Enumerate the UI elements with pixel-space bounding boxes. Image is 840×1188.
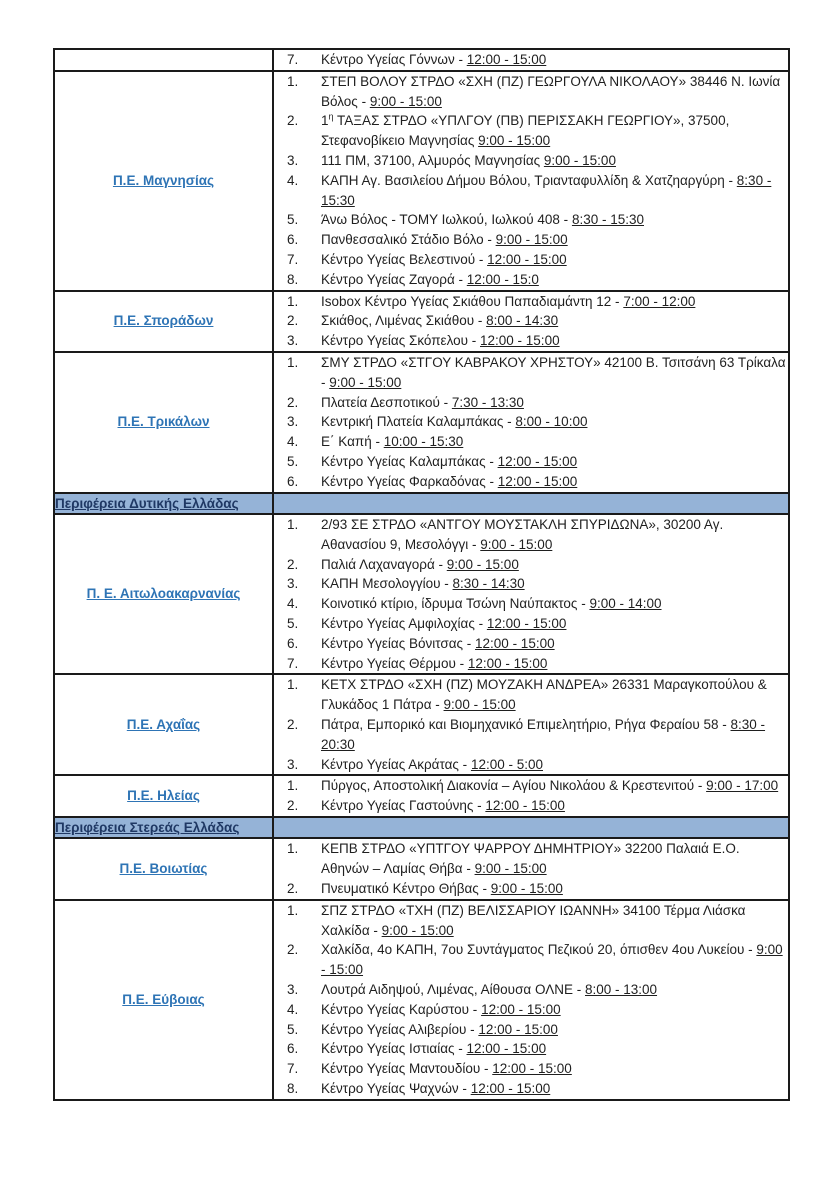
time-range: 12:00 - 15:00 <box>466 52 547 67</box>
time-range: 12:00 - 15:00 <box>497 453 578 469</box>
location-item-text: ΚΕΠΒ ΣΤΡΔΟ «ΥΠΤΓΟΥ ΨΑΡΡΟΥ ΔΗΜΗΤΡΙΟΥ» 32200 Παλαιά Ε.Ο. Αθηνών – Λαμίας Θήβα - 9:00 - 15:00 <box>321 841 740 877</box>
location-item-text: Πάτρα, Εμπορικό και Βιομηχανικό Επιμελητήριο, Ρήγα Φεραίου 58 - 8:30 - 20:30 <box>321 717 766 752</box>
location-item-text: Κέντρο Υγείας Ακράτας - 12:00 - 5:00 <box>321 756 543 772</box>
region-name-cell <box>54 838 273 899</box>
region-row <box>54 674 789 775</box>
location-item <box>274 50 788 70</box>
location-item <box>274 614 788 634</box>
location-item-number: 4. <box>287 596 299 612</box>
time-range: 12:00 - 15:00 <box>480 333 560 349</box>
time-range: 12:00 - 15:00 <box>470 1081 551 1097</box>
location-item-number: 2. <box>287 881 299 897</box>
time-range: 9:00 - 15:00 <box>381 922 454 938</box>
time-range: 9:00 - 15:00 <box>369 93 442 109</box>
locations-cell <box>273 838 789 899</box>
region-band-label: Περιφέρεια Στερεάς Ελλάδας <box>55 819 240 835</box>
location-item-number: 4. <box>287 434 299 450</box>
region-row <box>54 49 789 71</box>
region-band-label-cell <box>54 493 273 515</box>
time-range: 12:00 - 15:0 <box>466 271 539 287</box>
location-item-text: ΚΑΠΗ Μεσολογγίου - 8:30 - 14:30 <box>321 576 525 592</box>
region-link[interactable]: Π.Ε. Τρικάλων <box>117 414 210 430</box>
location-item-text: Σκιάθος, Λιμένας Σκιάθου - 8:00 - 14:30 <box>321 313 559 329</box>
location-item-text: Κοινοτικό κτίριο, ίδρυμα Τσώνη Ναύπακτος - 9:00 - 14:00 <box>321 596 662 612</box>
locations-cell <box>273 352 789 493</box>
location-item-text: Πνευματικό Κέντρο Θήβας - 9:00 - 15:00 <box>321 881 563 897</box>
time-range: 10:00 - 15:30 <box>383 434 464 450</box>
location-item <box>274 594 788 614</box>
location-item-text: Κέντρο Υγείας Φαρκαδόνας - 12:00 - 15:00 <box>321 473 578 489</box>
location-item <box>274 1039 788 1059</box>
location-item-text: Κέντρο Υγείας Γόννων - 12:00 - 15:00 <box>321 52 547 67</box>
time-range: 9:00 - 15:00 <box>474 861 547 877</box>
location-item-text: Κέντρο Υγείας Βόνιτσας - 12:00 - 15:00 <box>321 635 555 651</box>
time-range: 9:00 - 17:00 <box>706 778 779 794</box>
location-item-text: ΚΕΤΧ ΣΤΡΔΟ «ΣΧΗ (ΠΖ) ΜΟΥΖΑΚΗ ΑΝΔΡΕΑ» 26331 Μαραγκοπούλου & Γλυκάδος 1 Πάτρα - 9:00 - 15:00 <box>321 677 767 713</box>
location-item-text: Κεντρική Πλατεία Καλαμπάκας - 8:00 - 10:00 <box>321 414 588 430</box>
location-item <box>274 574 788 594</box>
location-item-number: 2. <box>287 113 299 129</box>
location-item <box>274 311 788 331</box>
location-item-text: Κέντρο Υγείας Μαντουδίου - 12:00 - 15:00 <box>321 1061 572 1077</box>
location-item <box>274 1020 788 1040</box>
location-item <box>274 675 788 715</box>
location-item <box>274 634 788 654</box>
time-range: 12:00 - 15:00 <box>481 1001 561 1017</box>
region-row <box>54 775 789 817</box>
location-item-number: 1. <box>287 778 299 794</box>
time-range: 8:30 - 20:30 <box>321 717 766 752</box>
location-item-number: 3. <box>287 756 299 772</box>
location-item-text: Πύργος, Αποστολική Διακονία – Αγίου Νικολάου & Κρεστενιτού - 9:00 - 17:00 <box>321 778 779 794</box>
location-item-number: 1. <box>287 354 299 370</box>
location-item-number: 1. <box>287 902 299 918</box>
location-item <box>274 715 788 755</box>
region-name-cell <box>54 291 273 352</box>
location-item <box>274 940 788 980</box>
location-item-text: Κέντρο Υγείας Θέρμου - 12:00 - 15:00 <box>321 655 548 671</box>
location-item <box>274 230 788 250</box>
location-item-number: 6. <box>287 232 299 248</box>
location-item-text: Άνω Βόλος - ΤΟΜΥ Ιωλκού, Ιωλκού 408 - 8:30 - 15:30 <box>321 212 644 228</box>
region-link[interactable]: Π.Ε. Ηλείας <box>127 788 200 804</box>
location-item-text: Κέντρο Υγείας Αλιβερίου - 12:00 - 15:00 <box>321 1021 558 1037</box>
time-range: 9:00 - 15:00 <box>490 881 563 897</box>
location-item-number: 3. <box>287 152 299 168</box>
location-item <box>274 879 788 899</box>
location-item <box>274 151 788 171</box>
location-item-text: Πλατεία Δεσποτικού - 7:30 - 13:30 <box>321 394 524 410</box>
time-range: 8:00 - 10:00 <box>515 414 588 430</box>
location-item-number: 2. <box>287 394 299 410</box>
location-item <box>274 393 788 413</box>
location-item-number: 8. <box>287 1081 299 1097</box>
location-item-number: 7. <box>287 52 299 67</box>
location-item <box>274 452 788 472</box>
location-item-number: 2. <box>287 313 299 329</box>
location-item-number: 3. <box>287 414 299 430</box>
schedule-table <box>53 48 790 1101</box>
location-item <box>274 432 788 452</box>
time-range: 9:00 - 14:00 <box>589 596 662 612</box>
location-item <box>274 250 788 270</box>
time-range: 12:00 - 15:00 <box>486 616 567 632</box>
location-item-text: Κέντρο Υγείας Καλαμπάκας - 12:00 - 15:00 <box>321 453 578 469</box>
location-item-number: 4. <box>287 172 299 188</box>
region-band-spacer <box>273 817 789 839</box>
location-item <box>274 412 788 432</box>
region-name-cell <box>54 514 273 674</box>
location-item <box>274 472 788 492</box>
location-item-text: $1^\eta$ ΤΑΞΑΣ ΣΤΡΔΟ «ΥΠΛΓΟΥ (ΠΒ) ΠΕΡΙΣΣΑΚΗ ΓΕΩΡΓΙΟΥ», 37500, Στεφανοβίκειο Μαγνησίας 9:00 - 15:00 <box>321 111 730 149</box>
region-name-cell <box>54 900 273 1100</box>
time-range: 12:00 - 15:00 <box>492 1061 572 1077</box>
location-item <box>274 331 788 351</box>
location-item <box>274 515 788 555</box>
schedule-table-body <box>54 49 789 1100</box>
region-name-cell <box>54 49 273 71</box>
location-item <box>274 292 788 312</box>
time-range: 12:00 - 5:00 <box>470 756 543 772</box>
time-range: 8:00 - 14:30 <box>486 313 559 329</box>
location-item-text: Κέντρο Υγείας Ψαχνών - 12:00 - 15:00 <box>321 1081 551 1097</box>
location-item-number: 2. <box>287 798 299 814</box>
time-range: 12:00 - 15:00 <box>466 1041 547 1057</box>
location-item <box>274 171 788 211</box>
time-range: 9:00 - 15:00 <box>495 232 568 248</box>
location-item-text: Κέντρο Υγείας Ζαγορά - 12:00 - 15:0 <box>321 271 539 287</box>
region-row <box>54 352 789 493</box>
location-item-text: ΣΠΖ ΣΤΡΔΟ «ΤΧΗ (ΠΖ) ΒΕΛΙΣΣΑΡΙΟΥ ΙΩΑΝΝΗ» 34100 Τέρμα Λιάσκα Χαλκίδα - 9:00 - 15:00 <box>321 902 746 938</box>
region-row <box>54 291 789 352</box>
time-range: 12:00 - 15:00 <box>487 251 567 267</box>
region-link[interactable]: Π.Ε. Εύβοιας <box>122 991 205 1007</box>
location-item-number: 3. <box>287 333 299 349</box>
locations-cell <box>273 674 789 775</box>
region-band-row <box>54 493 789 515</box>
location-item-number: 1. <box>287 73 299 89</box>
location-item <box>274 901 788 941</box>
location-item-text: Κέντρο Υγείας Βελεστινού - 12:00 - 15:00 <box>321 251 567 267</box>
region-name-cell <box>54 71 273 291</box>
location-item-number: 2. <box>287 556 299 572</box>
locations-cell <box>273 514 789 674</box>
time-range: 9:00 - 15:00 <box>329 374 402 390</box>
time-range: 8:00 - 13:00 <box>584 982 658 998</box>
time-range: 12:00 - 15:00 <box>485 798 565 814</box>
location-item-text: 111 ΠΜ, 37100, Αλμυρός Μαγνησίας 9:00 - 15:00 <box>321 152 616 168</box>
location-item <box>274 839 788 879</box>
region-link[interactable]: Π.Ε. Βοιωτίας <box>119 861 208 877</box>
region-name-cell <box>54 674 273 775</box>
location-item-text: Λουτρά Αιδηψού, Λιμένας, Αίθουσα ΟΛΝΕ - 8:00 - 13:00 <box>321 982 658 998</box>
location-item-number: 7. <box>287 655 299 671</box>
locations-cell <box>273 49 789 71</box>
location-item-text: Ε΄ Καπή - 10:00 - 15:30 <box>321 434 464 450</box>
location-item-text: 2/93 ΣΕ ΣΤΡΔΟ «ΑΝΤΓΟΥ ΜΟΥΣΤΑΚΛΗ ΣΠΥΡΙΔΩΝΑ», 30200 Αγ. Αθανασίου 9, Μεσολόγγι - 9:00 - 15:00 <box>321 517 724 552</box>
location-item <box>274 755 788 775</box>
region-link[interactable]: Π. Ε. Αιτωλοακαρνανίας <box>86 586 241 602</box>
time-range: 7:30 - 13:30 <box>451 394 524 410</box>
time-range: 12:00 - 15:00 <box>478 1021 558 1037</box>
time-range: 12:00 - 15:00 <box>497 473 578 489</box>
location-item <box>274 1079 788 1099</box>
location-item-text: Χαλκίδα, 4ο ΚΑΠΗ, 7ου Συντάγματος Πεζικού 20, όπισθεν 4ου Λυκείου - 9:00 - 15:00 <box>321 942 783 978</box>
time-range: 7:00 - 12:00 <box>623 293 696 309</box>
locations-cell <box>273 291 789 352</box>
ordinal-superscript: η <box>328 111 334 122</box>
location-item-number: 2. <box>287 942 299 958</box>
location-item <box>274 1000 788 1020</box>
region-name-cell <box>54 352 273 493</box>
location-item <box>274 270 788 290</box>
location-item-text: Κέντρο Υγείας Αμφιλοχίας - 12:00 - 15:00 <box>321 616 567 632</box>
time-range: 8:30 - 15:30 <box>321 172 772 208</box>
location-item <box>274 980 788 1000</box>
location-item-number: 6. <box>287 1041 299 1057</box>
location-item-number: 3. <box>287 982 299 998</box>
location-item-number: 6. <box>287 473 299 489</box>
location-item <box>274 555 788 575</box>
region-name-cell <box>54 775 273 817</box>
region-band-spacer <box>273 493 789 515</box>
location-item-text: ΚΑΠΗ Αγ. Βασιλείου Δήμου Βόλου, Τριανταφυλλίδη & Χατζηαργύρη - 8:30 - 15:30 <box>321 172 772 208</box>
location-item-number: 5. <box>287 212 299 228</box>
region-band-label: Περιφέρεια Δυτικής Ελλάδας <box>55 495 239 511</box>
location-item-text: Κέντρο Υγείας Ιστιαίας - 12:00 - 15:00 <box>321 1041 547 1057</box>
location-item <box>274 111 788 151</box>
time-range: 8:30 - 14:30 <box>452 576 525 592</box>
location-item-number: 7. <box>287 251 299 267</box>
location-item-number: 3. <box>287 576 299 592</box>
region-row <box>54 838 789 899</box>
location-item-number: 4. <box>287 1001 299 1017</box>
location-item-text: Κέντρο Υγείας Καρύστου - 12:00 - 15:00 <box>321 1001 561 1017</box>
locations-cell <box>273 775 789 817</box>
location-item <box>274 1059 788 1079</box>
time-range: 9:00 - 15:00 <box>446 556 519 572</box>
locations-cell <box>273 900 789 1100</box>
location-item-number: 1. <box>287 293 299 309</box>
location-item-number: 5. <box>287 616 299 632</box>
location-item-text: Κέντρο Υγείας Σκόπελου - 12:00 - 15:00 <box>321 333 560 349</box>
location-item <box>274 353 788 393</box>
location-item-number: 7. <box>287 1061 299 1077</box>
location-item-text: ΣΤΕΠ ΒΟΛΟΥ ΣΤΡΔΟ «ΣΧΗ (ΠΖ) ΓΕΩΡΓΟΥΛΑ ΝΙΚΟΛΑΟΥ» 38446 Ν. Ιωνία Βόλος - 9:00 - 15:00 <box>321 73 781 109</box>
location-item-number: 1. <box>287 677 299 693</box>
location-item-text: Isobox Κέντρο Υγείας Σκιάθου Παπαδιαμάντη 12 - 7:00 - 12:00 <box>321 293 696 309</box>
location-item <box>274 796 788 816</box>
region-link[interactable]: Π.Ε. Αχαΐας <box>126 717 201 732</box>
location-item-number: 8. <box>287 271 299 287</box>
time-range: 8:30 - 15:30 <box>571 212 644 228</box>
region-row <box>54 71 789 291</box>
time-range: 9:00 - 15:00 <box>543 152 616 168</box>
location-item-text: Κέντρο Υγείας Γαστούνης - 12:00 - 15:00 <box>321 798 565 814</box>
location-item-number: 5. <box>287 453 299 469</box>
region-row <box>54 514 789 674</box>
region-band-label-cell <box>54 817 273 839</box>
region-link[interactable]: Π.Ε. Μαγνησίας <box>112 172 215 188</box>
location-item-text: ΣΜΥ ΣΤΡΔΟ «ΣΤΓΟΥ ΚΑΒΡΑΚΟΥ ΧΡΗΣΤΟΥ» 42100 Β. Τσιτσάνη 63 Τρίκαλα - 9:00 - 15:00 <box>321 354 786 390</box>
location-item-text: Παλιά Λαχαναγορά - 9:00 - 15:00 <box>321 556 519 572</box>
location-item <box>274 72 788 112</box>
location-item-number: 2. <box>287 717 299 732</box>
location-item-number: 1. <box>287 517 299 533</box>
location-item-number: 5. <box>287 1021 299 1037</box>
region-link[interactable]: Π.Ε. Σποράδων <box>113 313 214 329</box>
time-range: 9:00 - 15:00 <box>443 697 516 713</box>
location-item-text: Πανθεσσαλικό Στάδιο Βόλο - 9:00 - 15:00 <box>321 232 568 248</box>
location-item <box>274 210 788 230</box>
time-range: 9:00 - 15:00 <box>321 942 783 978</box>
location-item <box>274 654 788 674</box>
time-range: 9:00 - 15:00 <box>480 536 553 552</box>
location-item-number: 1. <box>287 841 299 857</box>
location-item <box>274 776 788 796</box>
time-range: 12:00 - 15:00 <box>475 635 555 651</box>
time-range: 9:00 - 15:00 <box>478 133 551 149</box>
locations-cell <box>273 71 789 291</box>
location-item-number: 6. <box>287 635 299 651</box>
region-band-row <box>54 817 789 839</box>
time-range: 12:00 - 15:00 <box>467 655 548 671</box>
region-row <box>54 900 789 1100</box>
